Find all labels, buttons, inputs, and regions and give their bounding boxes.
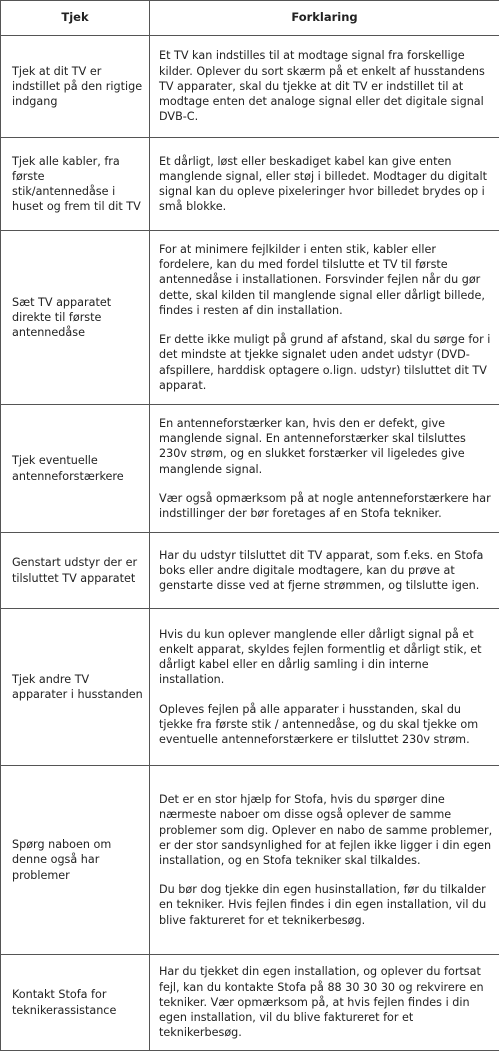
explanation-paragraph: Et TV kan indstilles til at modtage signal fra forskellige kilder. Oplever du sort skærm på et enkelt af husstandens TV apparater, skal du tjekke at dit TV er indstillet til at modtage enten det analoge signal eller det digitale signal DVB-C.	[159, 49, 485, 124]
check-cell: Spørg naboen om denne også har problemer	[1, 766, 150, 955]
check-cell: Tjek alle kabler, fra første stik/antennedåse i huset og frem til dit TV	[1, 138, 150, 231]
header-row	[1, 1, 499, 36]
explanation-paragraph: Vær også opmærksom på at nogle antenneforstærkere har indstillinger der bør foretages af en Stofa tekniker.	[159, 491, 491, 520]
table-row	[1, 231, 499, 405]
explanation-paragraph: Er dette ikke muligt på grund af afstand, skal du sørge for i det mindste at tjekke signalet uden andet udstyr (DVD-afspillere, harddisk optagere o.lign. udstyr) tilsluttet dit TV apparat.	[159, 333, 491, 392]
explanation-cell	[150, 231, 499, 405]
explanation-paragraph: Har du tjekket din egen installation, og oplever du fortsat fejl, kan du kontakte Stofa på 88 30 30 30 og rekvirere en tekniker. Vær opmærksom på, at hvis fejlen findes i din egen installation, vil du blive faktureret for et teknikerbesøg.	[159, 965, 484, 1040]
explanation-paragraph: Opleves fejlen på alle apparater i husstanden, skal du tjekke fra første stik / antennedåse, og du skal tjekke om eventuelle antenneforstærkere er tilsluttet 230v strøm.	[159, 702, 479, 746]
table-row	[1, 405, 499, 533]
table-row	[1, 138, 499, 231]
explanation-cell	[150, 609, 499, 766]
header-explanation: Forklaring	[150, 1, 499, 36]
explanation-cell	[150, 955, 499, 1051]
table-row	[1, 36, 499, 138]
explanation-paragraph: Har du udstyr tilsluttet dit TV apparat, som f.eks. en Stofa boks eller andre digitale modtagere, kan du prøve at genstarte disse ved at fjerne strømmen, og tilslutte igen.	[159, 548, 484, 593]
check-cell: Tjek at dit TV er indstillet på den rigtige indgang	[1, 36, 150, 138]
table-row	[1, 609, 499, 766]
explanation-paragraph: Du bør dog tjekke din egen husinstallation, før du tilkalder en tekniker. Hvis fejlen findes i din egen installation, vil du blive faktureret for et teknikerbesøg.	[159, 883, 487, 927]
explanation-paragraph: En antenneforstærker kan, hvis den er defekt, give manglende signal. En antenneforstærker skal tilsluttes 230v strøm, og en slukket forstærker vil ligeledes give manglende signal.	[159, 416, 466, 476]
table-row	[1, 766, 499, 955]
explanation-paragraph: For at minimere fejlkilder i enten stik, kabler eller fordelere, kan du med fordel tilslutte et TV til første antennedåse i installationen. Forsvinder fejlen når du gør dette, skal kilden til manglende signal eller dårligt billede, findes i resten af din installation.	[159, 243, 485, 317]
explanation-cell	[150, 138, 499, 231]
check-cell: Kontakt Stofa for teknikerassistance	[1, 955, 150, 1051]
check-cell: Tjek andre TV apparater i husstanden	[1, 609, 150, 766]
table-row	[1, 533, 499, 609]
explanation-cell	[150, 766, 499, 955]
header-check: Tjek	[1, 1, 150, 36]
check-cell: Sæt TV apparatet direkte til første antennedåse	[1, 231, 150, 405]
explanation-paragraph: Et dårligt, løst eller beskadiget kabel kan give enten manglende signal, eller støj i billedet. Modtager du digitalt signal kan du opleve pixeleringer hvor billedet brydes op i små blokke.	[159, 154, 487, 214]
table-row	[1, 955, 499, 1051]
explanation-paragraph: Det er en stor hjælp for Stofa, hvis du spørger dine nærmeste naboer om disse også oplever de samme problemer som dig. Oplever en nabo de samme problemer, er der stor sandsynlighed for at fejlen ikke ligger i din egen installation, og en Stofa tekniker skal tilkaldes.	[159, 793, 493, 867]
explanation-cell	[150, 533, 499, 609]
explanation-cell	[150, 36, 499, 138]
explanation-cell	[150, 405, 499, 533]
explanation-paragraph: Hvis du kun oplever manglende eller dårligt signal på et enkelt apparat, skyldes fejlen formentlig et dårligt stik, et dårligt kabel eller en dårlig samling i din interne installation.	[159, 627, 482, 687]
check-cell: Genstart udstyr der er tilsluttet TV apparatet	[1, 533, 150, 609]
check-cell: Tjek eventuelle antenneforstærkere	[1, 405, 150, 533]
